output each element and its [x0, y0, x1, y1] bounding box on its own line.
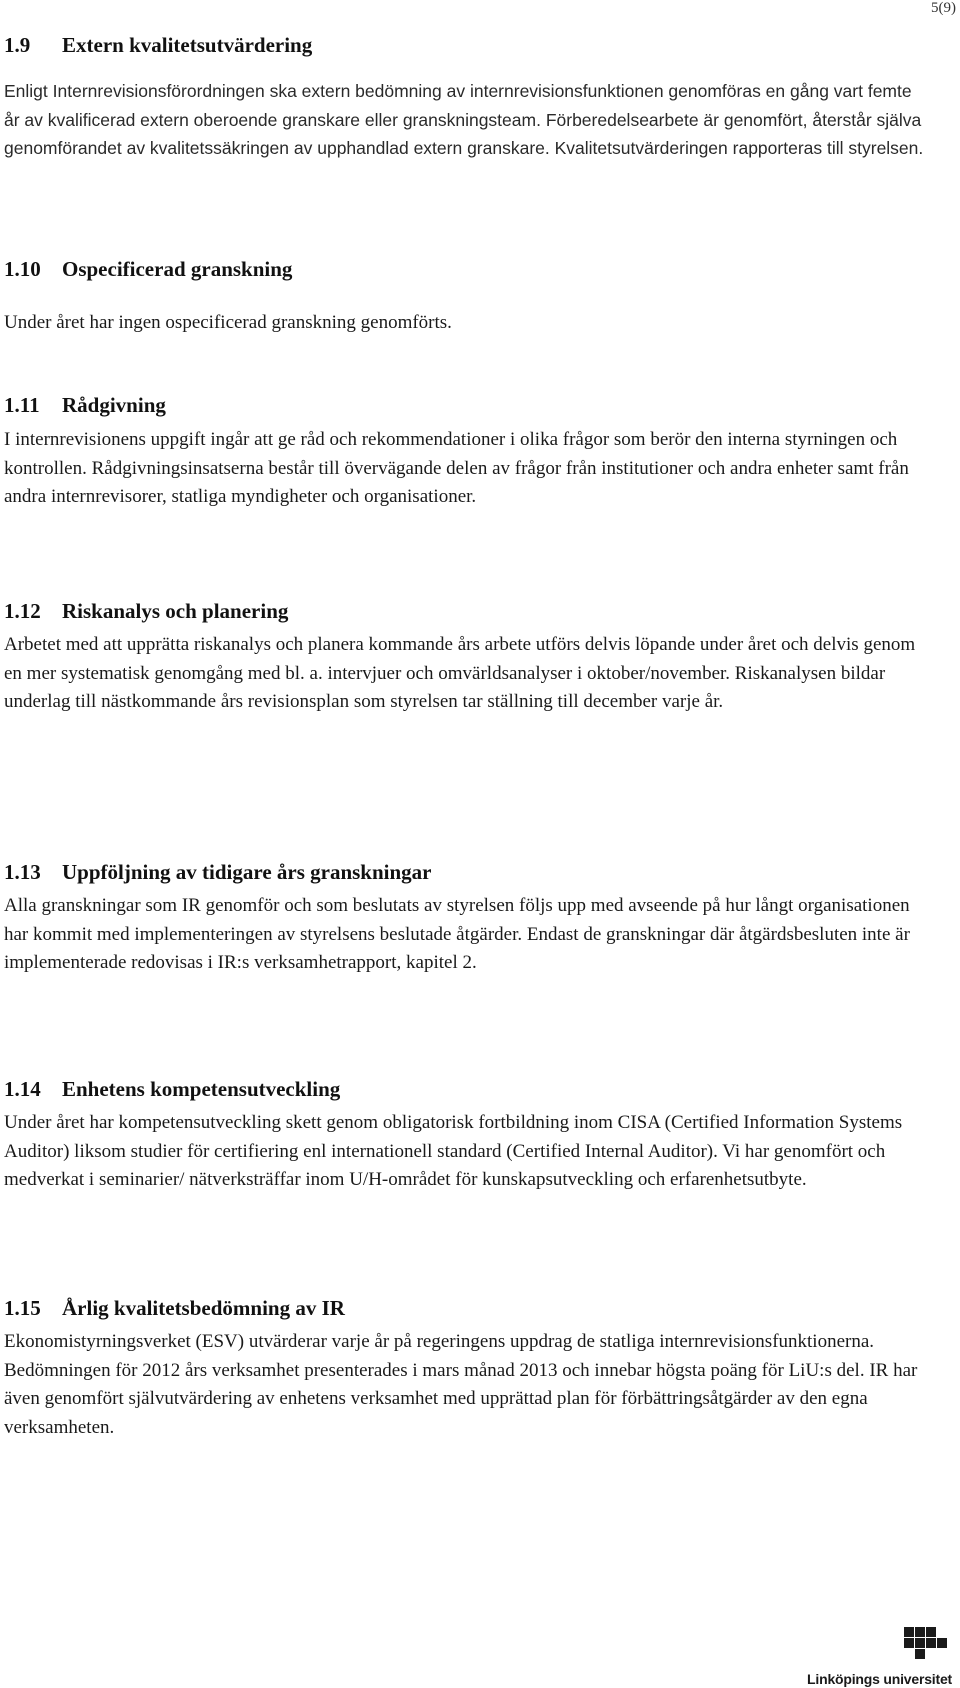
university-logo [802, 1627, 952, 1687]
section-number: 1.12 [4, 599, 41, 623]
section-1-14 [4, 1076, 924, 1195]
section-paragraph: Under året har ingen ospecificerad granskning genomförts. [4, 312, 452, 333]
section-title: Extern kvalitetsutvärdering [62, 33, 313, 57]
section-1-12 [4, 598, 924, 717]
section-paragraph: Arbetet med att upprätta riskanalys och planera kommande års arbete utförs delvis löpande under året och delvis genom en mer systematisk genomgång med bl. a. intervjuer och omvärldsanalyser i oktober/november. Riskanalysen bildar underlag till nästkommande års revisionsplan som styrelsen tar ställning till december varje år. [4, 634, 916, 713]
logo-name: Linköpings universitet [807, 1671, 952, 1687]
section-title: Årlig kvalitetsbedömning av IR [62, 1296, 345, 1320]
page-number: 5(9) [931, 0, 956, 16]
section-title: Ospecificerad granskning [62, 257, 293, 281]
section-1-13 [4, 859, 924, 978]
section-number: 1.10 [4, 257, 41, 281]
section-heading [4, 1076, 924, 1102]
section-paragraph: I internrevisionens uppgift ingår att ge råd och rekommendationer i olika frågor som berör den interna styrningen och kontrollen. Rådgivningsinsatserna består till övervägande delen av frågor från institutioner och andra enheter samt från andra internrevisorer, statliga myndigheter och organisationer. [4, 429, 909, 508]
section-paragraph: Alla granskningar som IR genomför och som beslutats av styrelsen följs upp med avseende på hur långt organisationen har kommit med implementeringen av styrelsens beslutade åtgärder. Endast de granskningar där åtgärdsbesluten inte är implementerade redovisas i IR:s verksamhetrapport, kapitel 2. [4, 895, 910, 974]
section-1-15 [4, 1295, 924, 1442]
section-title: Uppföljning av tidigare års granskningar [62, 860, 432, 884]
section-paragraph: Enligt Internrevisionsförordningen ska extern bedömning av internrevisionsfunktionen genomföras en gång vart femte år av kvalificerad extern oberoende granskare eller granskningsteam. Förberedelsearbete är genomfört, återstår själva genomförandet av kvalitetssäkringen av upphandlad extern granskare. Kvalitetsutvärderingen rapporteras till styrelsen. [4, 81, 924, 158]
section-number: 1.11 [4, 393, 40, 417]
section-1-10 [4, 256, 924, 338]
section-paragraph: Ekonomistyrningsverket (ESV) utvärderar varje år på regeringens uppdrag de statliga internrevisionsfunktionerna. Bedömningen för 2012 års verksamhet presenterades i mars månad 2013 och innebar högsta poäng för LiU:s del. IR har även genomfört självutvärdering av enhetens verksamhet med upprättad plan för förbättringsåtgärder av den egna verksamheten. [4, 1331, 918, 1438]
section-1-9 [4, 32, 924, 163]
section-number: 1.15 [4, 1296, 41, 1320]
section-heading [4, 598, 924, 624]
section-paragraph: Under året har kompetensutveckling skett genom obligatorisk fortbildning inom CISA (Certified Information Systems Auditor) liksom studier för certifiering enl internationell standard (Certified Internal Auditor). Vi har genomfört och medverkat i seminarier/ nätverksträffar inom U/H-området för kunskapsutveckling och erfarenhetsutbyte. [4, 1112, 903, 1191]
section-number: 1.13 [4, 860, 41, 884]
section-number: 1.9 [4, 33, 31, 57]
section-heading [4, 392, 924, 418]
section-heading [4, 859, 924, 885]
section-1-11 [4, 392, 924, 512]
section-number: 1.14 [4, 1077, 41, 1101]
section-heading [4, 256, 924, 282]
section-title: Enhetens kompetensutveckling [62, 1077, 341, 1101]
section-title: Riskanalys och planering [62, 599, 289, 623]
section-heading [4, 1295, 924, 1321]
section-heading [4, 32, 924, 58]
logo-mark-icon [904, 1627, 948, 1667]
section-title: Rådgivning [62, 393, 166, 417]
